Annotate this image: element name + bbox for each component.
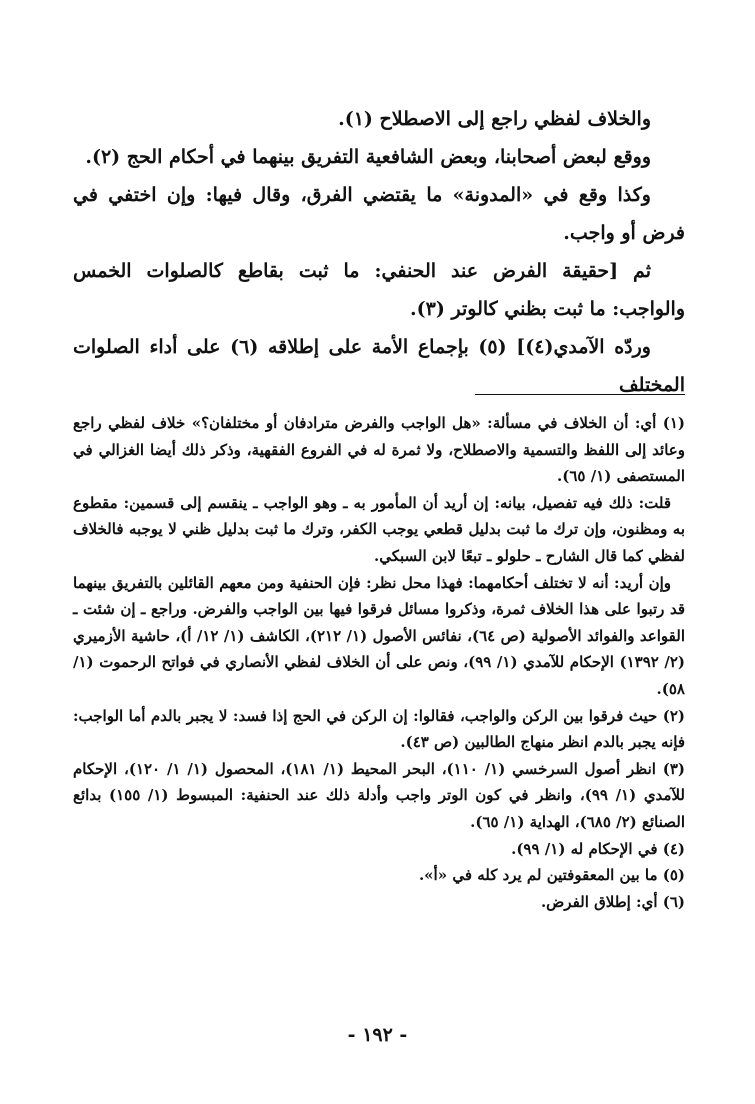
main-text-block xyxy=(73,100,685,404)
page-number: - ١٩٢ - xyxy=(347,1024,408,1046)
main-paragraph: والخلاف لفظي راجع إلى الاصطلاح (١). xyxy=(338,108,651,130)
footnote-6: (٦) أي: إطلاق الفرض. xyxy=(540,892,685,911)
footnote-1: (١) أي: أن الخلاف في مسألة: «هل الواجب والفرض مترادفان أو مختلفان؟» خلاف لفظي راجع وعائد إلى اللفظ والتسمية والاصطلاح، ولا ثمرة له في الفروع الفقهية، وذكر ذلك أيضا الغزالي في المستصفى (١/ ٦٥). xyxy=(73,414,685,486)
footnote-4: (٤) في الإحكام له (١/ ٩٩). xyxy=(511,839,685,858)
footnote-3: (٣) انظر أصول السرخسي (١/ ١١٠)، البحر المحيط (١/ ١٨١)، المحصول (١/ ١/ ١٢٠)، الإحكام للآمدي (١/ ٩٩)، وانظر في كون الوتر واجب وأدلة ذلك عند الحنفية: المبسوط (١/ ١٥٥) بدائع الصنائع (٢/ ٦٨٥)، الهداية (١/ ٦٥). xyxy=(73,759,686,831)
main-paragraph: وكذا وقع في «المدونة» ما يقتضي الفرق، وقال فيها: وإن اختفي في فرض أو واجب. xyxy=(73,184,685,244)
footnote-1-continued: قلت: ذلك فيه تفصيل، بيانه: إن أريد أن المأمور به ـ وهو الواجب ـ ينقسم إلى قسمين: مقطوع به ومظنون، وإن ترك ما ثبت بدليل قطعي يوجب الكفر، وترك ما ثبت بدليل ظني لا يوجبه فالخلاف لفظي كما قال الشارح ـ حلولو ـ تبعًا لابن السبكي. xyxy=(73,493,685,565)
main-paragraph: ووقع لبعض أصحابنا، وبعض الشافعية التفريق بينهما في أحكام الحج (٢). xyxy=(85,146,651,168)
footnote-1-continued: وإن أريد: أنه لا تختلف أحكامهما: فهذا محل نظر: فإن الحنفية ومن معهم القائلين بالتفريق بينهما قد رتبوا على هذا الخلاف ثمرة، وذكروا مسائل فرقوا فيها بين الواجب والفرض. وراجع ـ إن شئت ـ القواعد والفوائد الأصولية (ص ٦٤)، نفائس الأصول (١/ ٢١٢)، الكاشف (١/ ١٢/ أ)، حاشية الأزميري (٢/ ١٣٩٢) الإحكام للآمدي (١/ ٩٩)، ونص على أن الخلاف لفظي الأنصاري في فواتح الرحموت (١/ ٥٨). xyxy=(73,573,686,698)
footnotes-block xyxy=(73,410,685,915)
main-paragraph: ثم [حقيقة الفرض عند الحنفي: ما ثبت بقاطع كالصلوات الخمس والواجب: ما ثبت بظني كالوتر (٣). xyxy=(73,260,685,320)
footnote-separator xyxy=(475,394,685,395)
main-paragraph: وردّه الآمدي(٤)] (٥) بإجماع الأمة على إطلاقه (٦) على أداء الصلوات المختلف xyxy=(73,336,685,396)
footnote-5: (٥) ما بين المعقوفتين لم يرد كله في «أ». xyxy=(418,866,685,885)
footnote-2: (٢) حيث فرقوا بين الركن والواجب، فقالوا: إن الركن في الحج إذا فسد: لا يجبر بالدم أما الواجب: فإنه يجبر بالدم انظر منهاج الطالبين (ص ٤٣). xyxy=(73,706,685,752)
